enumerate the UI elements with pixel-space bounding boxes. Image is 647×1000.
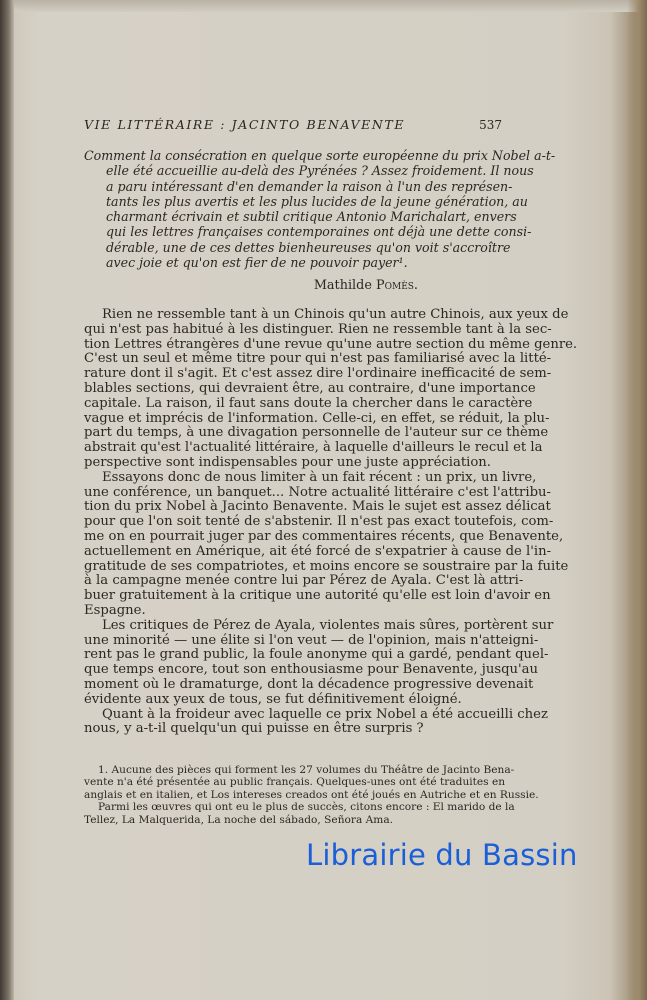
body-line: Rien ne ressemble tant à un Chinois qu'un autre Chinois, aux yeux de xyxy=(102,307,569,322)
page-top-edge xyxy=(0,0,647,12)
body-line: une minorité — une élite si l'on veut — de l'opinion, mais n'atteigni- xyxy=(84,632,539,648)
body-line: nous, y a-t-il quelqu'un qui puisse en être surpris ? xyxy=(84,721,424,737)
page-right-edge xyxy=(627,0,647,1000)
editor-introduction xyxy=(84,148,556,271)
footnotes xyxy=(84,764,539,826)
body-line: évidente aux yeux de tous, se fut définitivement éloigné. xyxy=(84,691,462,707)
body-line: Quant à la froideur avec laquelle ce prix Nobel a été accueilli chez xyxy=(102,706,548,722)
body-line: perspective sont indispensables pour une juste appréciation. xyxy=(84,454,491,470)
intro-line: charmant écrivain et subtil critique Antonio Marichalart, envers xyxy=(106,209,517,225)
article-body xyxy=(84,307,578,737)
body-line: une conférence, un banquet... Notre actualité littéraire c'est l'attribu- xyxy=(84,484,551,500)
body-line: me on en pourrait juger par des commentaires récents, que Benavente, xyxy=(84,528,564,544)
intro-line: avec joie et qu'on est fier de ne pouvoir payer¹. xyxy=(106,255,408,271)
book-page xyxy=(84,116,578,836)
body-line: rent pas le grand public, la foule anonyme qui a gardé, pendant quel- xyxy=(84,647,549,663)
intro-line: dérable, une de ces dettes bienheureuses qu'on voit s'accroître xyxy=(106,239,511,255)
body-line: pour que l'on soit tenté de s'abstenir. Il n'est pas exact toutefois, com- xyxy=(84,514,554,530)
intro-line: a paru intéressant d'en demander la raison à l'un des représen- xyxy=(106,178,513,194)
intro-line: tants les plus avertis et les plus lucides de la jeune génération, au xyxy=(106,193,528,209)
body-line: rature dont il s'agit. Et c'est assez dire l'ordinaire inefficacité de sem- xyxy=(84,366,552,382)
intro-line: qui les lettres françaises contemporaines ont déjà une dette consi- xyxy=(106,224,532,240)
body-line: tion Lettres étrangères d'une revue qu'une autre section du même genre. xyxy=(84,336,578,352)
body-line: buer gratuitement à la critique une autorité qu'elle est loin d'avoir en xyxy=(84,588,551,604)
body-line: qui n'est pas habitué à les distinguer. Rien ne ressemble tant à la sec- xyxy=(84,321,552,337)
body-line: moment où le dramaturge, dont la décadence progressive devenait xyxy=(84,676,534,692)
body-line: gratitude de ses compatriotes, et moins encore se soustraire par la fuite xyxy=(84,558,569,574)
footnote-line: Parmi les œuvres qui ont eu le plus de succès, citons encore : El marido de la xyxy=(98,801,515,814)
body-line: Espagne. xyxy=(84,602,146,618)
body-line: Essayons donc de nous limiter à un fait récent : un prix, un livre, xyxy=(102,469,537,485)
watermark-text: Librairie du Bassin xyxy=(306,838,578,872)
body-line: actuellement en Amérique, ait été forcé de s'expatrier à cause de l'in- xyxy=(84,543,552,559)
intro-line: Comment la consécration en quelque sorte européenne du prix Nobel a-t- xyxy=(84,148,556,163)
footnote-line: Tellez, La Malquerida, La noche del sábado, Señora Ama. xyxy=(84,813,394,826)
body-line: blables sections, qui devraient être, au contraire, d'une importance xyxy=(84,380,536,396)
body-line: C'est un seul et même titre pour qui n'est pas familiarisé avec la litté- xyxy=(84,351,552,367)
body-line: que temps encore, tout son enthousiasme pour Benavente, jusqu'au xyxy=(84,662,539,678)
body-line: abstrait qu'est l'actualité littéraire, à laquelle d'ailleurs le recul et la xyxy=(84,440,543,456)
body-line: à la campagne menée contre lui par Pérez de Ayala. C'est là attri- xyxy=(84,573,524,589)
body-line: Les critiques de Pérez de Ayala, violentes mais sûres, portèrent sur xyxy=(102,617,554,633)
body-line: tion du prix Nobel à Jacinto Benavente. Mais le sujet est assez délicat xyxy=(84,499,551,515)
footnote-line: vente n'a été présentée au public français. Quelques-unes ont été traduites en xyxy=(84,776,506,789)
running-header xyxy=(84,116,502,134)
signature xyxy=(314,278,418,294)
signature-first-name: Mathilde xyxy=(313,278,372,293)
intro-line: elle été accueillie au-delà des Pyrénées ? Assez froidement. Il nous xyxy=(106,163,534,179)
body-line: vague et imprécis de l'information. Celle-ci, en effet, se réduit, la plu- xyxy=(84,410,550,426)
running-head-title: VIE LITTÉRAIRE : JACINTO BENAVENTE xyxy=(84,117,406,132)
footnote-line: 1. Aucune des pièces qui forment les 27 volumes du Théâtre de Jacinto Bena- xyxy=(98,764,515,776)
signature-last-name: Pomès. xyxy=(375,278,418,293)
page-number: 537 xyxy=(479,118,502,132)
footnote-line: anglais et en italien, et Los intereses creados ont été joués en Autriche et en Russie. xyxy=(84,788,539,801)
body-line: capitale. La raison, il faut sans doute la chercher dans le caractère xyxy=(84,395,533,411)
book-spine-edge xyxy=(0,0,14,1000)
body-line: part du temps, à une divagation personnelle de l'auteur sur ce thème xyxy=(84,425,549,441)
